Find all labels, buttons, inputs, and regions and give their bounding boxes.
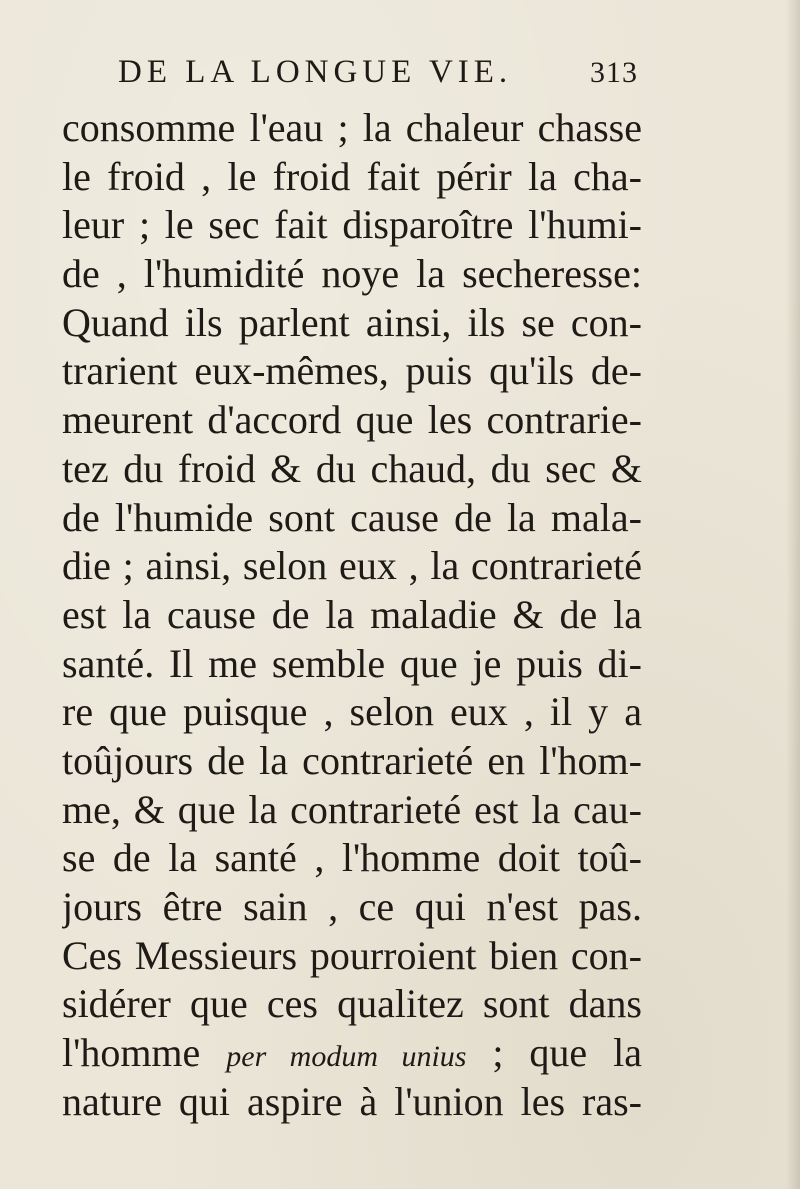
text-line <box>62 591 642 640</box>
text-line <box>62 737 642 786</box>
text-segment: le froid , le froid fait périr la cha- <box>62 153 642 199</box>
text-line <box>62 299 642 348</box>
text-line <box>62 153 642 202</box>
text-segment: meurent d'accord que les contrarie- <box>62 397 642 443</box>
text-segment: santé. Il me semble que je puis di- <box>62 640 642 686</box>
text-line <box>62 1029 642 1078</box>
text-segment: toûjours de la contrarieté en l'hom- <box>62 737 642 783</box>
text-segment: de , l'humidité noye la secheresse: <box>62 251 642 297</box>
text-line <box>62 786 642 835</box>
text-segment: de l'humide sont cause de la mala- <box>62 494 642 540</box>
text-line <box>62 250 642 299</box>
text-line <box>62 104 642 153</box>
text-segment: sidérer que ces qualitez sont dans <box>62 981 642 1027</box>
text-segment: Quand ils parlent ainsi, ils se con- <box>62 299 642 345</box>
text-line <box>62 1078 642 1127</box>
text-line <box>62 347 642 396</box>
text-segment: jours être sain , ce qui n'est pas. <box>62 884 642 929</box>
text-line <box>62 445 642 494</box>
text-segment: Ces Messieurs pourroient bien con- <box>62 932 642 978</box>
text-line <box>62 542 642 591</box>
text-line <box>62 980 642 1029</box>
text-line <box>62 932 642 981</box>
text-line <box>62 834 642 883</box>
page-edge-shadow <box>786 0 800 1189</box>
text-segment: ; que la <box>466 1030 642 1076</box>
text-line <box>62 396 642 445</box>
body-text <box>62 104 642 1126</box>
text-line <box>62 640 642 689</box>
text-segment: trarient eux-mêmes, puis qu'ils de- <box>62 348 642 394</box>
text-line <box>62 688 642 737</box>
text-segment: tez du froid & du chaud, du sec & <box>62 445 642 491</box>
text-segment: re que puisque , selon eux , il y a <box>62 689 642 735</box>
text-segment: est la cause de la maladie & de la <box>62 591 642 637</box>
page-number: 313 <box>590 56 638 89</box>
text-line <box>62 883 642 932</box>
text-segment: die ; ainsi, selon eux , la contrarieté <box>62 543 642 589</box>
running-title: DE LA LONGUE VIE. <box>118 54 513 90</box>
text-segment: leur ; le sec fait disparoître l'humi- <box>62 202 642 248</box>
page-header <box>118 54 638 102</box>
text-segment: l'homme <box>62 1030 227 1076</box>
text-segment: se de la santé , l'homme doit toû- <box>62 835 642 881</box>
text-segment: consomme l'eau ; la chaleur chasse <box>62 105 642 150</box>
latin-phrase: per modum unius <box>226 1040 467 1074</box>
text-segment: nature qui aspire à l'union les ras- <box>62 1078 642 1124</box>
text-segment: me, & que la contrarieté est la cau- <box>62 786 642 832</box>
text-line <box>62 201 642 250</box>
text-line <box>62 494 642 543</box>
